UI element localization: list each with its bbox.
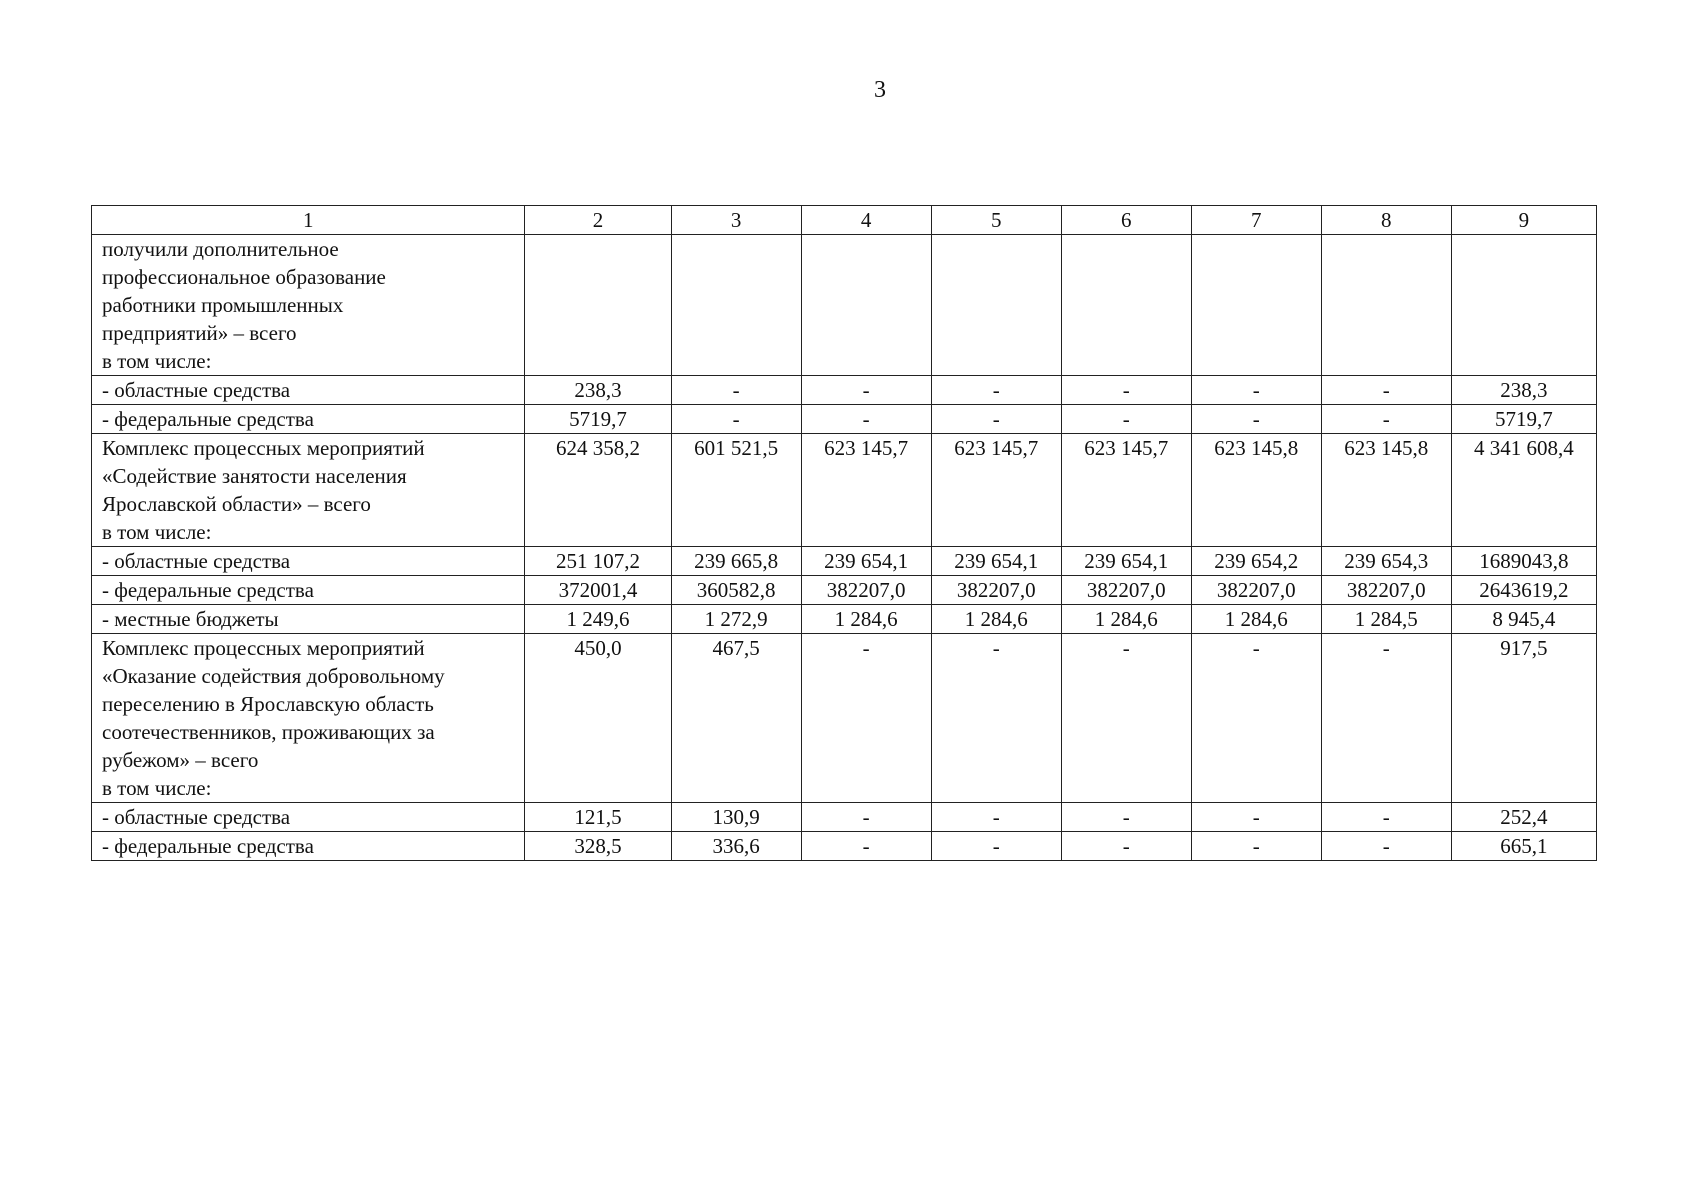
value-cell: - <box>1061 376 1191 405</box>
value-cell: - <box>1191 376 1321 405</box>
header-cell: 5 <box>931 206 1061 235</box>
value-cell: 601 521,5 <box>671 434 801 547</box>
value-cell <box>1061 235 1191 376</box>
value-cell: 121,5 <box>525 803 671 832</box>
value-cell: 1 249,6 <box>525 605 671 634</box>
row-label-cell <box>92 832 525 861</box>
value-cell: 382207,0 <box>1321 576 1451 605</box>
row-label-line: Комплекс процессных мероприятий <box>102 636 425 660</box>
value-cell: - <box>1321 405 1451 434</box>
value-cell: 917,5 <box>1451 634 1596 803</box>
value-cell: 239 654,2 <box>1191 547 1321 576</box>
row-label-line: - областные средства <box>102 549 291 573</box>
row-label-cell <box>92 376 525 405</box>
table-row <box>92 376 1597 405</box>
row-label-line: рубежом» – всего <box>102 748 259 772</box>
row-label-line: в том числе: <box>102 349 212 373</box>
row-label-line: - областные средства <box>102 378 291 402</box>
value-cell: - <box>1321 803 1451 832</box>
value-cell <box>801 235 931 376</box>
value-cell: - <box>1321 376 1451 405</box>
value-cell <box>1321 235 1451 376</box>
value-cell <box>931 235 1061 376</box>
value-cell: 239 654,1 <box>1061 547 1191 576</box>
row-label-line: работники промышленных <box>102 293 344 317</box>
page-number: 3 <box>874 77 886 103</box>
row-label-cell <box>92 547 525 576</box>
value-cell: 360582,8 <box>671 576 801 605</box>
value-cell: 623 145,7 <box>931 434 1061 547</box>
value-cell: 624 358,2 <box>525 434 671 547</box>
row-label-cell <box>92 803 525 832</box>
table-row <box>92 235 1597 376</box>
value-cell: 382207,0 <box>931 576 1061 605</box>
header-cell: 6 <box>1061 206 1191 235</box>
table-row <box>92 605 1597 634</box>
header-cell: 1 <box>92 206 525 235</box>
value-cell: 623 145,8 <box>1191 434 1321 547</box>
value-cell: - <box>1191 634 1321 803</box>
value-cell: 1 284,6 <box>1191 605 1321 634</box>
row-label-cell <box>92 634 525 803</box>
row-label-cell <box>92 576 525 605</box>
row-label-line: - федеральные средства <box>102 834 314 858</box>
table-row <box>92 547 1597 576</box>
value-cell: 239 665,8 <box>671 547 801 576</box>
value-cell: - <box>1061 405 1191 434</box>
value-cell: - <box>1191 405 1321 434</box>
row-label-line: предприятий» – всего <box>102 321 297 345</box>
row-label-line: получили дополнительное <box>102 237 339 261</box>
value-cell: 238,3 <box>525 376 671 405</box>
row-label-line: профессиональное образование <box>102 265 386 289</box>
value-cell: - <box>931 803 1061 832</box>
row-label-line: «Содействие занятости населения <box>102 464 407 488</box>
value-cell: - <box>1191 832 1321 861</box>
budget-table <box>91 205 1597 861</box>
row-label-line: Комплекс процессных мероприятий <box>102 436 425 460</box>
value-cell: 5719,7 <box>1451 405 1596 434</box>
table-body <box>92 206 1597 861</box>
header-cell: 4 <box>801 206 931 235</box>
value-cell: - <box>801 634 931 803</box>
value-cell: - <box>671 405 801 434</box>
value-cell: - <box>1321 832 1451 861</box>
value-cell: 251 107,2 <box>525 547 671 576</box>
value-cell: 252,4 <box>1451 803 1596 832</box>
value-cell: 239 654,1 <box>931 547 1061 576</box>
row-label-line: Ярославской области» – всего <box>102 492 371 516</box>
value-cell: - <box>931 634 1061 803</box>
value-cell: - <box>1061 634 1191 803</box>
value-cell: 372001,4 <box>525 576 671 605</box>
value-cell: 4 341 608,4 <box>1451 434 1596 547</box>
table-row <box>92 803 1597 832</box>
table-row <box>92 434 1597 547</box>
row-label-line: «Оказание содействия добровольному <box>102 664 445 688</box>
value-cell: 2643619,2 <box>1451 576 1596 605</box>
table-row <box>92 634 1597 803</box>
value-cell: 238,3 <box>1451 376 1596 405</box>
value-cell: - <box>801 405 931 434</box>
value-cell: 1689043,8 <box>1451 547 1596 576</box>
row-label-line: в том числе: <box>102 520 212 544</box>
value-cell: - <box>671 376 801 405</box>
row-label-line: соотечественников, проживающих за <box>102 720 435 744</box>
value-cell: 467,5 <box>671 634 801 803</box>
value-cell <box>1451 235 1596 376</box>
value-cell: - <box>1191 803 1321 832</box>
value-cell: - <box>1061 803 1191 832</box>
value-cell: - <box>801 803 931 832</box>
header-cell: 3 <box>671 206 801 235</box>
value-cell: 623 145,7 <box>801 434 931 547</box>
value-cell: 1 284,5 <box>1321 605 1451 634</box>
row-label-line: переселению в Ярославскую область <box>102 692 434 716</box>
header-cell: 9 <box>1451 206 1596 235</box>
table-header-row <box>92 206 1597 235</box>
table-row <box>92 576 1597 605</box>
value-cell: - <box>931 376 1061 405</box>
value-cell: 450,0 <box>525 634 671 803</box>
value-cell: 1 284,6 <box>1061 605 1191 634</box>
value-cell: 336,6 <box>671 832 801 861</box>
value-cell <box>525 235 671 376</box>
value-cell: - <box>931 405 1061 434</box>
value-cell: 328,5 <box>525 832 671 861</box>
value-cell: 665,1 <box>1451 832 1596 861</box>
value-cell: - <box>801 832 931 861</box>
value-cell: 239 654,3 <box>1321 547 1451 576</box>
value-cell: - <box>1321 634 1451 803</box>
value-cell: 239 654,1 <box>801 547 931 576</box>
row-label-line: - федеральные средства <box>102 578 314 602</box>
value-cell: 1 272,9 <box>671 605 801 634</box>
value-cell <box>1191 235 1321 376</box>
value-cell <box>671 235 801 376</box>
value-cell: 623 145,7 <box>1061 434 1191 547</box>
value-cell: - <box>931 832 1061 861</box>
table-row <box>92 832 1597 861</box>
value-cell: 382207,0 <box>1061 576 1191 605</box>
value-cell: 5719,7 <box>525 405 671 434</box>
value-cell: - <box>1061 832 1191 861</box>
row-label-cell <box>92 235 525 376</box>
header-cell: 8 <box>1321 206 1451 235</box>
header-cell: 7 <box>1191 206 1321 235</box>
value-cell: 8 945,4 <box>1451 605 1596 634</box>
value-cell: 382207,0 <box>1191 576 1321 605</box>
value-cell: - <box>801 376 931 405</box>
row-label-cell <box>92 405 525 434</box>
row-label-cell <box>92 605 525 634</box>
row-label-cell <box>92 434 525 547</box>
value-cell: 1 284,6 <box>801 605 931 634</box>
row-label-line: в том числе: <box>102 776 212 800</box>
row-label-line: - областные средства <box>102 805 291 829</box>
value-cell: 130,9 <box>671 803 801 832</box>
row-label-line: - федеральные средства <box>102 407 314 431</box>
value-cell: 623 145,8 <box>1321 434 1451 547</box>
header-cell: 2 <box>525 206 671 235</box>
value-cell: 1 284,6 <box>931 605 1061 634</box>
value-cell: 382207,0 <box>801 576 931 605</box>
row-label-line: - местные бюджеты <box>102 607 279 631</box>
table-row <box>92 405 1597 434</box>
